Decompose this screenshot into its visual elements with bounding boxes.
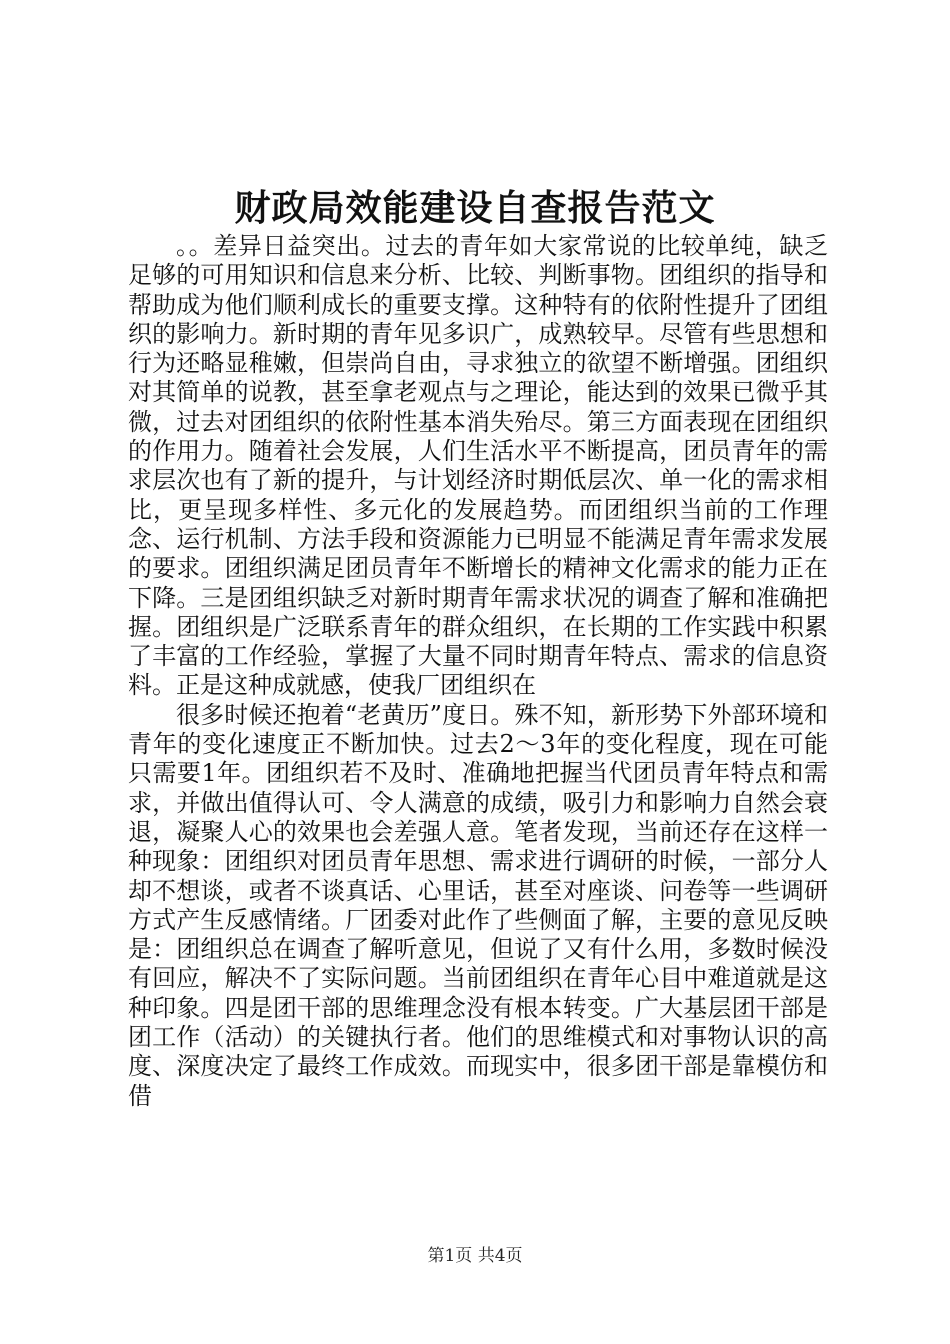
body-paragraph: 。。差异日益突出。过去的青年如大家常说的比较单纯，缺乏足够的可用知识和信息来分析、比较、判断事物。团组织的指导和帮助成为他们顺利成长的重要支撑。这种特有的依附性提升了团组织的影响力。新时期的青年见多识广，成熟较早。尽管有些思想和行为还略显稚嫩，但崇尚自由，寻求独立的欲望不断增强。团组织对其简单的说教，甚至拿老观点与之理论，能达到的效果已微乎其微，过去对团组织的依附性基本消失殆尽。第三方面表现在团组织的作用力。随着社会发展，人们生活水平不断提高，团员青年的需求层次也有了新的提升，与计划经济时期低层次、单一化的需求相比，更呈现多样性、多元化的发展趋势。而团组织当前的工作理念、运行机制、方法手段和资源能力已明显不能满足青年需求发展的要求。团组织满足团员青年不断增长的精神文化需求的能力正在下降。三是团组织缺乏对新时期青年需求状况的调查了解和准确把握。团组织是广泛联系青年的群众组织，在长期的工作实践中积累了丰富的工作经验，掌握了大量不同时期青年特点、需求的信息资料。正是这种成就感，使我厂团组织在 bbox=[128, 232, 828, 700]
body-paragraph: 很多时候还抱着“老黄历”度日。殊不知，新形势下外部环境和青年的变化速度正不断加快。过去2～3年的变化程度，现在可能只需要1年。团组织若不及时、准确地把握当代团员青年特点和需求，并做出值得认可、令人满意的成绩，吸引力和影响力自然会衰退，凝聚人心的效果也会差强人意。笔者发现，当前还存在这样一种现象：团组织对团员青年思想、需求进行调研的时候，一部分人却不想谈，或者不谈真话、心里话，甚至对座谈、问卷等一些调研方式产生反感情绪。厂团委对此作了些侧面了解，主要的意见反映是：团组织总在调查了解听意见，但说了又有什么用，多数时候没有回应，解决不了实际问题。当前团组织在青年心目中难道就是这种印象。四是团干部的思维理念没有根本转变。广大基层团干部是团工作（活动）的关键执行者。他们的思维模式和对事物认识的高度、深度决定了最终工作成效。而现实中，很多团干部是靠模仿和借 bbox=[128, 700, 828, 1110]
document-body bbox=[128, 232, 828, 1111]
document-title: 财政局效能建设自查报告范文 bbox=[234, 187, 716, 229]
page-number-footer: 第1页 共4页 bbox=[427, 1246, 523, 1266]
